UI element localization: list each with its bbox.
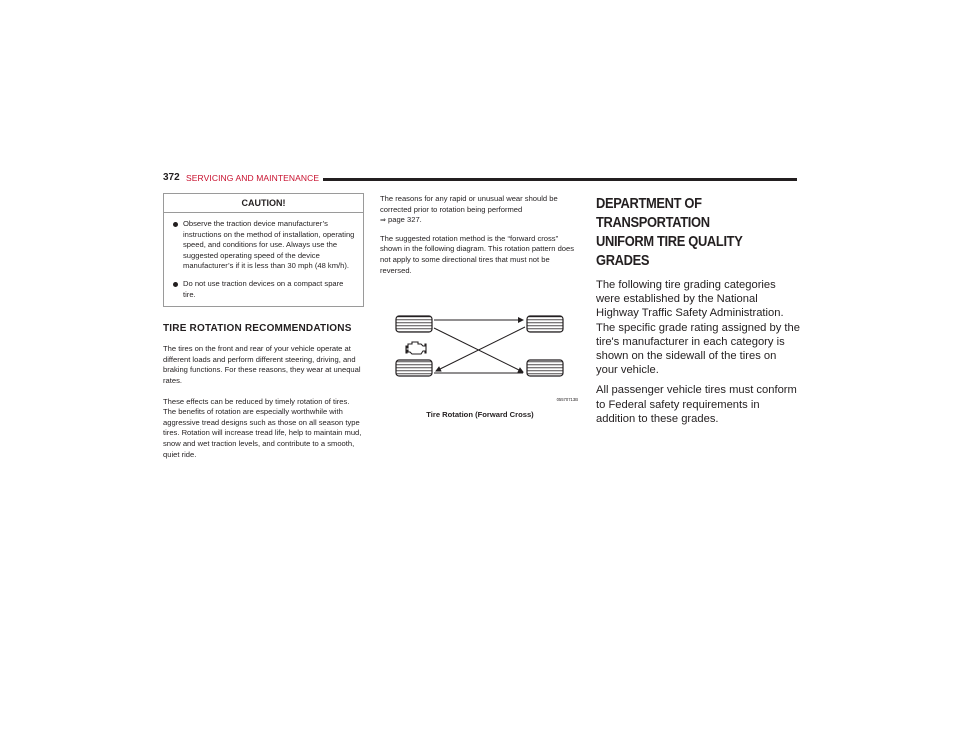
page-reference-link[interactable]: page 327.	[388, 215, 422, 225]
middle-column	[380, 194, 580, 283]
dot-heading-line: DEPARTMENT OF TRANSPORTATION	[596, 195, 710, 231]
dot-paragraph: The following tire grading categories were established by the National Highway Traffic Safety Administration. The specific grade rating assigned by the tire's manufacturer in each category is shown on the sidewall of the tires on your vehicle.	[596, 279, 800, 377]
dot-heading	[596, 194, 794, 270]
figure-code: 05570713B	[556, 397, 578, 402]
caution-title: CAUTION!	[164, 194, 363, 213]
rotation-method-paragraph: The suggested rotation method is the “forward cross” shown in the following diagram. This rotation pattern does not apply to some directional tires that must not be reversed.	[380, 233, 575, 275]
tire-rotation-paragraph: These effects can be reduced by timely rotation of tires. The benefits of rotation are especially worthwhile with aggressive tread designs such as those on all season type tires. Rotation will increase tread life, help to maintain mud, snow and wet traction levels, and contribute to a smooth, quiet ride.	[163, 396, 362, 459]
page-header	[163, 172, 797, 186]
wear-paragraph-text: The reasons for any rapid or unusual wear should be corrected prior to rotation being performed	[380, 194, 558, 214]
caution-item	[173, 219, 357, 272]
tire-icon	[527, 360, 563, 376]
caution-item	[173, 279, 357, 300]
figure-caption: Tire Rotation (Forward Cross)	[426, 410, 534, 419]
header-rule	[323, 178, 797, 181]
caution-list	[164, 213, 363, 306]
tire-rotation-diagram	[392, 300, 578, 408]
tire-icon	[527, 316, 563, 332]
dot-heading-line: UNIFORM TIRE QUALITY GRADES	[596, 233, 743, 269]
caution-item-text: Observe the traction device manufacturer’s instructions on the method of installation, operating speed, and conditions for use. Always use the suggested operating speed of the device manufacturer’s if it is less than 30 mph (48 km/h).	[183, 219, 355, 271]
page-number: 372	[163, 172, 180, 183]
page-reference-arrow-icon: ⇒	[380, 217, 386, 225]
bullet-dot-icon	[173, 222, 178, 227]
right-column	[596, 194, 800, 426]
bullet-dot-icon	[173, 282, 178, 287]
section-title: SERVICING AND MAINTENANCE	[186, 173, 320, 183]
dot-paragraph: All passenger vehicle tires must conform to Federal safety requirements in addition to these grades.	[596, 384, 797, 425]
caution-item-text: Do not use traction devices on a compact spare tire.	[183, 278, 344, 299]
tire-rotation-paragraph: The tires on the front and rear of your vehicle operate at different loads and perform different steering, driving, and braking functions. For these reasons, they wear at unequal rates.	[163, 344, 361, 385]
rotation-arrow	[436, 327, 525, 371]
tire-icon	[396, 360, 432, 376]
left-column	[163, 193, 364, 460]
engine-icon	[406, 342, 426, 354]
tire-rotation-heading: TIRE ROTATION RECOMMENDATIONS	[163, 323, 352, 335]
tire-icon	[396, 316, 432, 332]
caution-box	[163, 193, 364, 307]
wear-paragraph	[380, 194, 580, 227]
